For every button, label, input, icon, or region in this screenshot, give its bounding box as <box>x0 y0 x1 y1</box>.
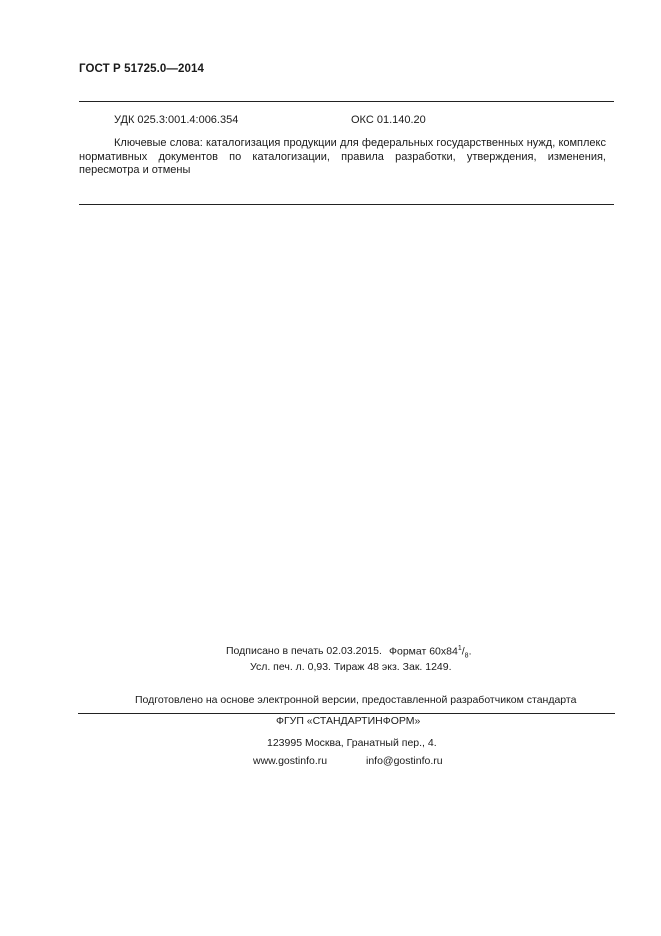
keywords-paragraph: Ключевые слова: каталогизация продукции для федеральных государственных нужд, комплекс нормативных документов по каталогизации, правила разработки, утверждения, изменения, пересмотра и отмены <box>79 137 606 177</box>
signed-for-print: Подписано в печать 02.03.2015. <box>226 645 382 657</box>
publisher-email[interactable]: info@gostinfo.ru <box>366 755 443 767</box>
standard-number: ГОСТ Р 51725.0—2014 <box>79 63 204 75</box>
oks-code: ОКС 01.140.20 <box>351 114 426 126</box>
format-denominator: 8 <box>464 652 469 660</box>
top-divider <box>79 101 614 102</box>
format-prefix: Формат 60x84 <box>389 645 458 658</box>
format-suffix: . <box>468 645 472 658</box>
publisher-address: 123995 Москва, Гранатный пер., 4. <box>267 737 437 749</box>
print-info: Усл. печ. л. 0,93. Тираж 48 экз. Зак. 1249. <box>250 661 452 673</box>
bottom-divider <box>79 204 614 205</box>
prepared-note: Подготовлено на основе электронной версии, предоставленной разработчиком стандарта <box>135 694 577 706</box>
publisher-name: ФГУП «СТАНДАРТИНФОРМ» <box>276 715 421 727</box>
format-numerator: 1 <box>457 645 462 652</box>
publisher-website[interactable]: www.gostinfo.ru <box>253 755 328 767</box>
paper-format: Формат $60x84^1/_8$. <box>389 645 472 660</box>
publisher-divider <box>78 713 615 714</box>
udk-code: УДК 025.3:001.4:006.354 <box>114 114 239 126</box>
